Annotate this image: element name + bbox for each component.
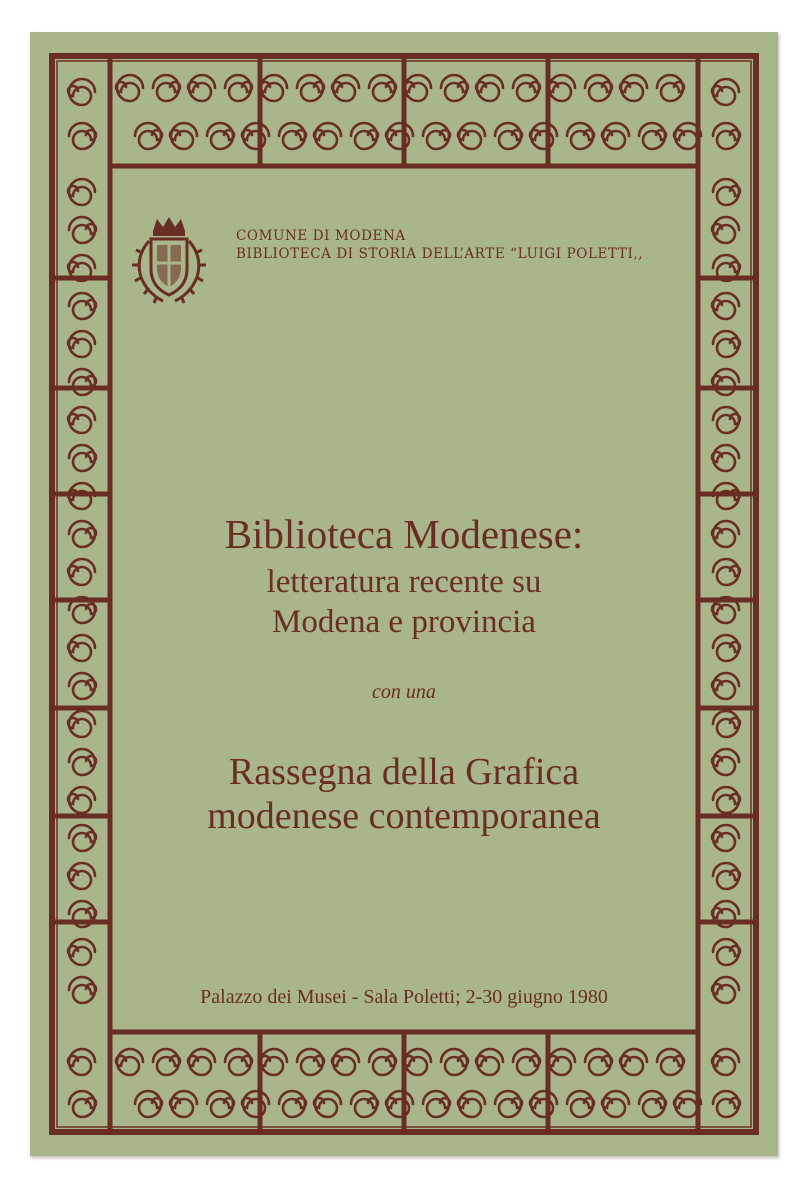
venue-and-dates: Palazzo dei Musei - Sala Poletti; 2-30 giugno 1980 xyxy=(200,986,608,1008)
connector-text: con una xyxy=(372,681,436,703)
subtitle-line-2: modenese contemporanea xyxy=(207,795,601,837)
header-line-library: BIBLIOTECA DI STORIA DELL’ARTE “LUIGI POLETTI,, xyxy=(236,246,644,262)
title-line-3: Modena e provincia xyxy=(272,604,536,640)
subtitle-line-1: Rassegna della Grafica xyxy=(228,751,580,793)
coat-of-arms-icon xyxy=(127,213,211,309)
book-cover xyxy=(30,32,778,1156)
title-line-2: letteratura recente su xyxy=(266,564,542,600)
title-line-1: Biblioteca Modenese: xyxy=(224,511,584,557)
header-line-municipality: COMUNE DI MODENA xyxy=(236,228,406,244)
cover-content-area xyxy=(112,168,696,1030)
institution-header xyxy=(236,227,643,263)
